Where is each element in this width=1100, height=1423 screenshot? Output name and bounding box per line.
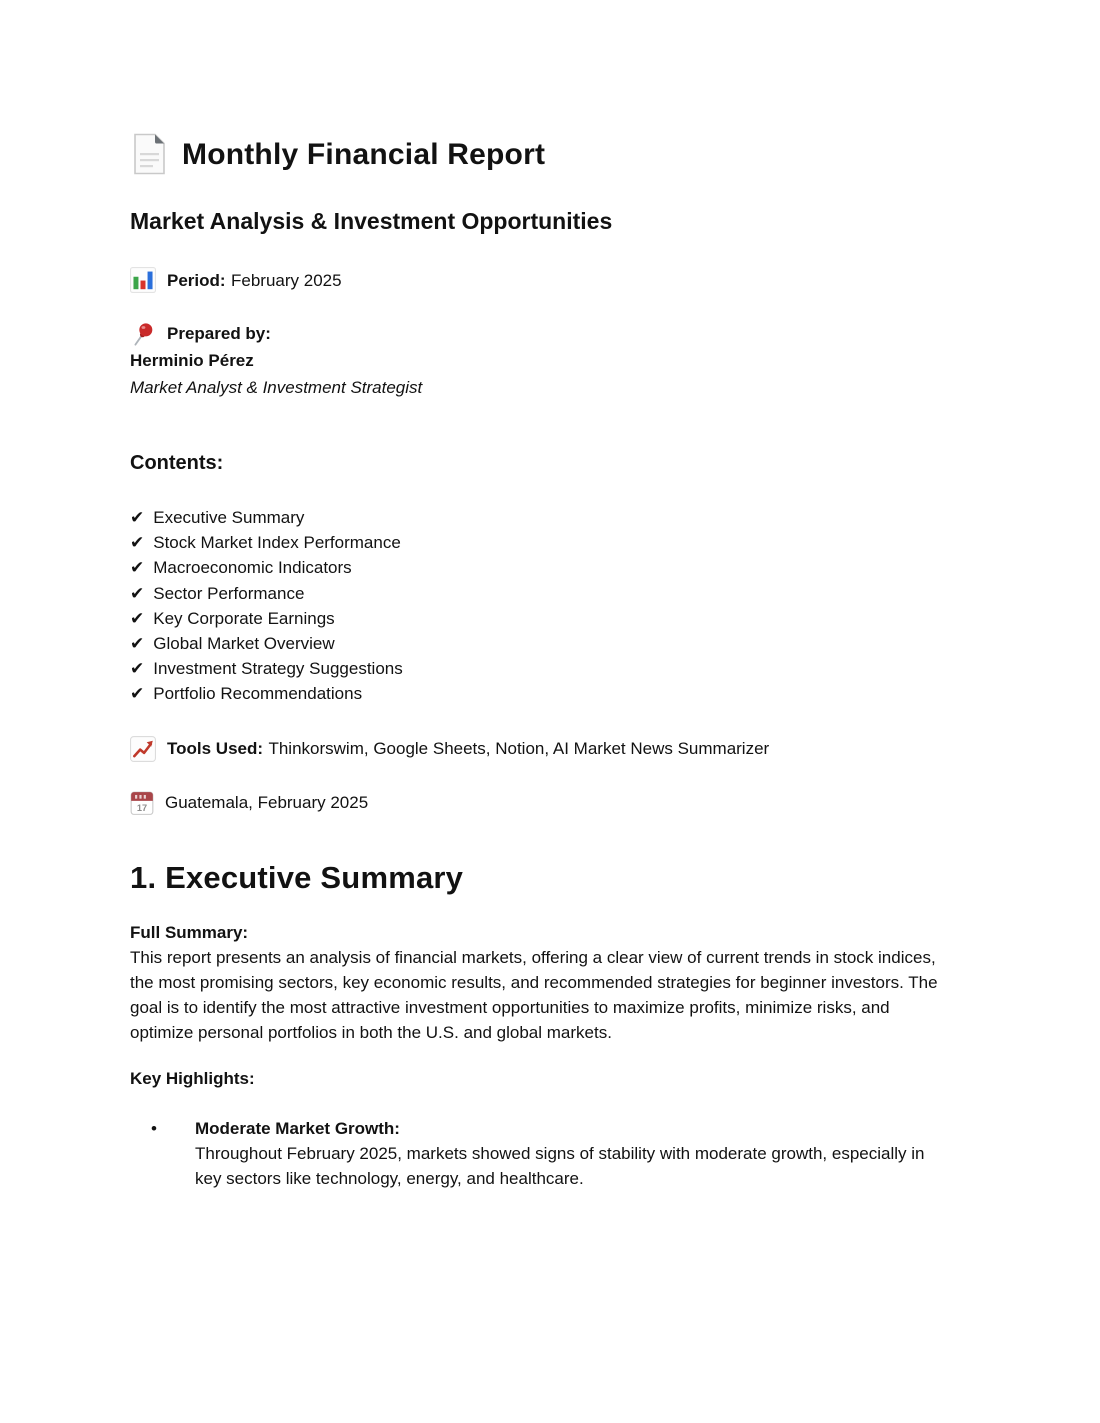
prepared-name: Herminio Pérez — [130, 351, 254, 370]
highlight-title: Moderate Market Growth: — [195, 1118, 400, 1138]
list-item — [130, 656, 938, 681]
report-document — [130, 0, 938, 1191]
period-line — [167, 268, 342, 293]
full-summary-text: This report presents an analysis of financial markets, offering a clear view of current trends in stock indices, the most promising sectors, key economic results, and recommended strategies for beginner investors. The goal is to identify the most attractive investment opportunities to maximize profits, minimize risks, and optimize personal portfolios in both the U.S. and global markets. — [130, 947, 938, 1042]
contents-heading: Contents: — [130, 452, 224, 474]
check-icon: ✔ — [130, 634, 145, 654]
list-item-label: Investment Strategy Suggestions — [153, 659, 403, 679]
check-icon: ✔ — [130, 558, 145, 578]
key-highlights-label: Key Highlights: — [130, 1068, 255, 1088]
list-item-label: Key Corporate Earnings — [153, 608, 335, 628]
check-icon: ✔ — [130, 659, 145, 679]
calendar-date-text: 17 — [136, 802, 148, 813]
highlight-body — [195, 1116, 938, 1191]
list-item — [130, 681, 938, 706]
check-icon: ✔ — [130, 608, 145, 628]
report-subtitle: Market Analysis & Investment Opportunities — [130, 208, 613, 234]
prepared-label: Prepared by: — [167, 324, 271, 343]
contents-checklist — [130, 505, 938, 707]
tools-used-line — [167, 736, 769, 761]
key-highlights-list — [130, 1116, 938, 1191]
highlight-item — [130, 1116, 938, 1191]
tools-used-label: Tools Used: — [167, 739, 264, 759]
document-icon — [130, 133, 167, 175]
prepared-by-block — [130, 320, 938, 401]
calendar-icon — [130, 790, 154, 816]
check-icon: ✔ — [130, 583, 145, 603]
check-icon: ✔ — [130, 684, 145, 704]
list-item-label: Macroeconomic Indicators — [153, 558, 352, 578]
bar-chart-icon — [130, 267, 156, 293]
report-title-row — [130, 133, 938, 175]
list-item — [130, 606, 938, 631]
location-line: Guatemala, February 2025 — [165, 793, 369, 813]
period-row — [130, 267, 938, 293]
full-summary-label: Full Summary: — [130, 922, 249, 942]
list-item-label: Portfolio Recommendations — [153, 684, 363, 704]
list-item — [130, 581, 938, 606]
period-value: February 2025 — [231, 270, 342, 290]
bullet-icon: • — [151, 1118, 157, 1138]
tools-used-row — [130, 736, 938, 762]
list-item — [130, 555, 938, 580]
list-item — [130, 505, 938, 530]
list-item — [130, 530, 938, 555]
prepared-by-row — [130, 320, 938, 347]
highlight-text: Throughout February 2025, markets showed signs of stability with moderate growth, especially in key sectors like technology, energy, and healthcare. — [195, 1143, 925, 1188]
list-item-label: Stock Market Index Performance — [153, 533, 401, 553]
pushpin-icon — [130, 321, 156, 347]
list-item-label: Executive Summary — [153, 508, 305, 527]
chart-increasing-icon — [130, 736, 156, 762]
list-item-label: Global Market Overview — [153, 634, 335, 654]
full-summary-paragraph — [130, 920, 938, 1045]
check-icon: ✔ — [130, 533, 145, 553]
period-label: Period: — [167, 270, 226, 290]
check-icon: ✔ — [130, 508, 145, 527]
section-heading-executive-summary: 1. Executive Summary — [130, 859, 464, 895]
tools-used-value: Thinkorswim, Google Sheets, Notion, AI Market News Summarizer — [268, 739, 770, 759]
prepared-role: Market Analyst & Investment Strategist — [130, 378, 423, 397]
report-title: Monthly Financial Report — [182, 137, 546, 171]
list-item — [130, 631, 938, 656]
list-item-label: Sector Performance — [153, 583, 305, 603]
location-row — [130, 790, 938, 816]
